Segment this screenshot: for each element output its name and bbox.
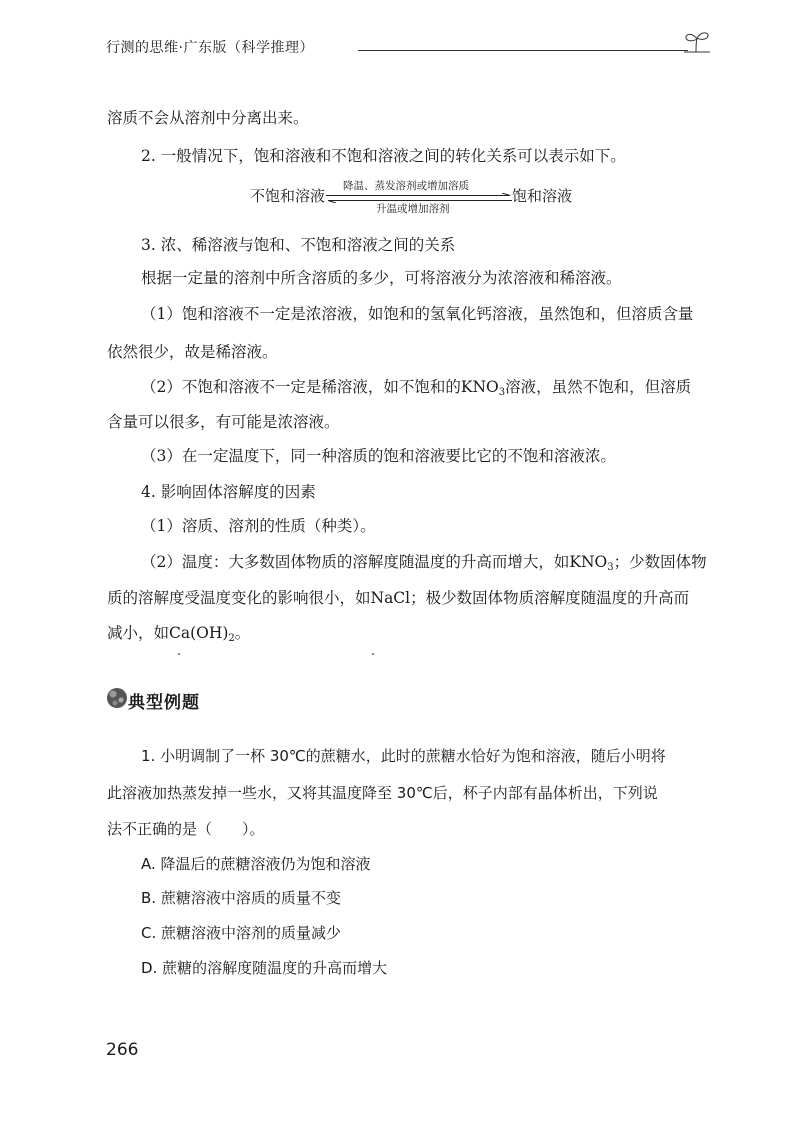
scan-speck: [372, 653, 374, 655]
header-rule: [358, 50, 688, 51]
option-d: D. 蔗糖的溶解度随温度的升高而增大: [141, 959, 388, 977]
option-b: B. 蔗糖溶液中溶质的质量不变: [141, 889, 341, 907]
paragraph-continuation: 溶质不会从溶剂中分离出来。: [107, 109, 309, 127]
section-title: 典型例题: [128, 693, 200, 713]
paragraph-4-2-line3: 减小，如$Ca(OH)_2$。: [107, 624, 251, 644]
formula-top-condition: 降温、蒸发溶剂或增加溶质: [343, 180, 469, 192]
scan-speck: [178, 653, 180, 655]
option-c: C. 蔗糖溶液中溶剂的质量减少: [141, 924, 342, 942]
page-number: 266: [106, 1040, 139, 1060]
question-stem-line2: 此溶液加热蒸发掉一些水，又将其温度降至 30℃后，杯子内部有晶体析出，下列说: [107, 784, 658, 802]
formula-bottom-condition: 升温或增加溶剂: [376, 203, 450, 215]
paragraph-3-1-line2: 依然很少，故是稀溶液。: [107, 343, 278, 361]
paragraph-3-intro: 根据一定量的溶剂中所含溶质的多少，可将溶液分为浓溶液和稀溶液。: [141, 269, 622, 287]
paragraph-3-2-line2: 含量可以很多，有可能是浓溶液。: [107, 413, 340, 431]
paragraph-4-2-line2: 质的溶解度受温度变化的影响很小，如NaCl；极少数固体物质溶解度随温度的升高而: [107, 589, 690, 607]
section-badge-icon: [107, 688, 127, 708]
paragraph-3-1-line1: （1）饱和溶液不一定是浓溶液，如饱和的氢氧化钙溶液，虽然饱和，但溶质含量: [141, 305, 694, 323]
question-stem-line3: 法不正确的是（ ）。: [107, 820, 265, 838]
paragraph-4-2-line1: （2）温度：大多数固体物质的溶解度随温度的升高而增大，如$KNO_3$；少数固体物: [141, 553, 707, 573]
paragraph-2: 2. 一般情况下，饱和溶液和不饱和溶液之间的转化关系可以表示如下。: [141, 147, 626, 165]
option-a: A. 降温后的蔗糖溶液仍为饱和溶液: [141, 855, 371, 873]
formula-left: 不饱和溶液: [250, 187, 326, 205]
paragraph-4-1: （1）溶质、溶剂的性质（种类）。: [141, 517, 376, 535]
paragraph-3-2-line1: （2）不饱和溶液不一定是稀溶液，如不饱和的$KNO_3$溶液，虽然不饱和，但溶质: [141, 378, 692, 398]
paragraph-4-title: 4. 影响固体溶解度的因素: [141, 483, 316, 501]
running-header: 行测的思维·广东版（科学推理）: [106, 40, 314, 56]
formula-right: 饱和溶液: [512, 187, 573, 205]
paragraph-3-3: （3）在一定温度下，同一种溶质的饱和溶液要比它的不饱和溶液浓。: [141, 447, 616, 465]
paragraph-3-title: 3. 浓、稀溶液与饱和、不饱和溶液之间的关系: [141, 236, 456, 254]
question-stem-line1: 1. 小明调制了一杯 30℃的蔗糖水，此时的蔗糖水恰好为饱和溶液，随后小明将: [141, 747, 666, 765]
sprout-icon: [680, 28, 714, 56]
